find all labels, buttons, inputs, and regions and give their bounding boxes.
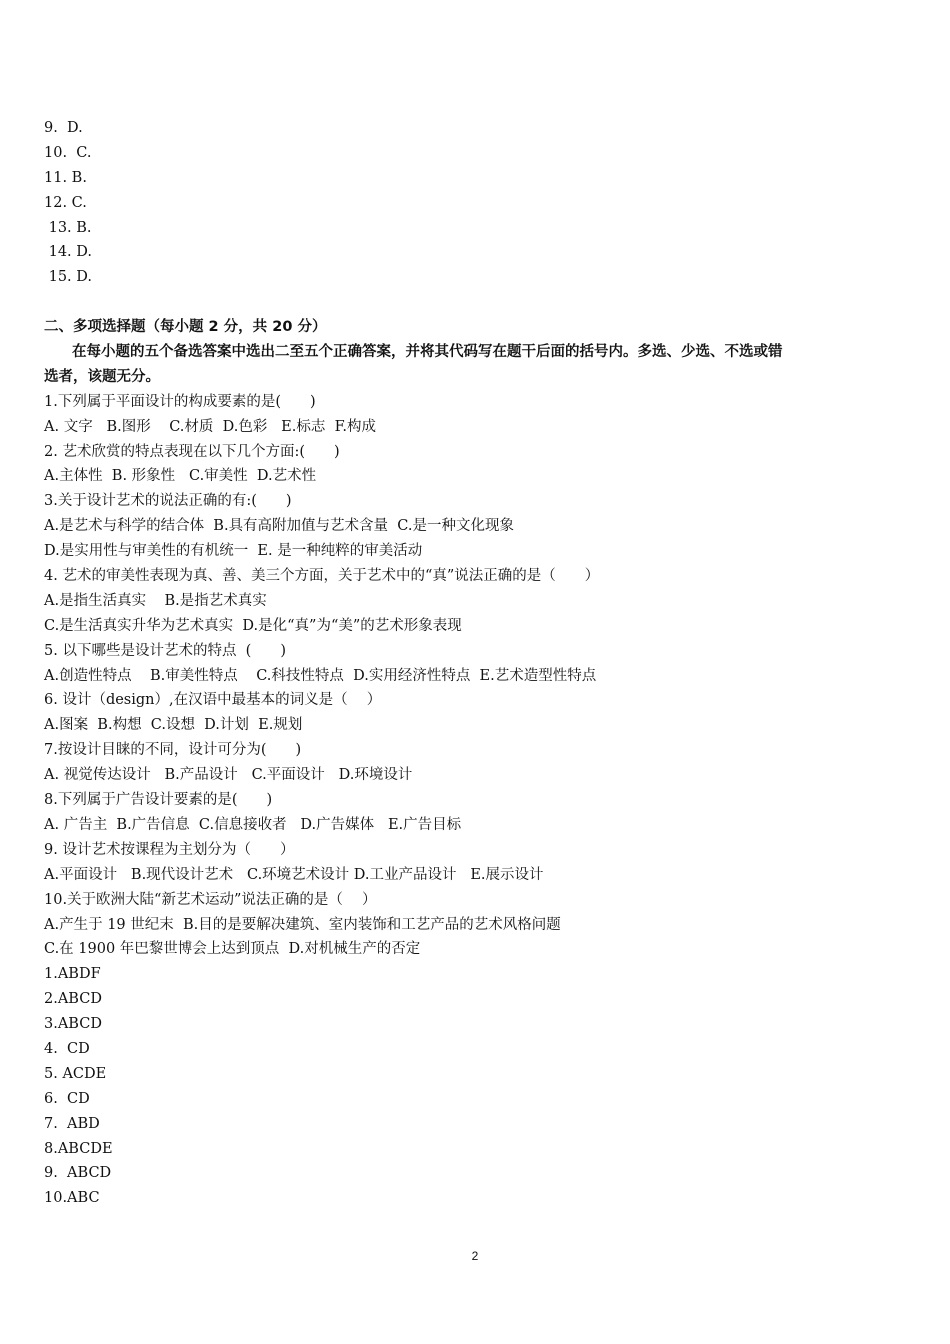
- answer-line: 5. ACDE: [44, 1065, 107, 1082]
- answer-line: 9. D.: [44, 120, 83, 136]
- question-line: 6. 设计（design）,在汉语中最基本的词义是（ ）: [44, 692, 382, 709]
- question-line: A. 视觉传达设计 B.产品设计 C.平面设计 D.环境设计: [44, 767, 413, 784]
- section-title: 二、多项选择题（每小题 2 分，共 20 分）: [44, 319, 327, 336]
- question-line: 10.关于欧洲大陆“新艺术运动”说法正确的是（ ）: [44, 891, 377, 908]
- question-line: A.产生于 19 世纪末 B.目的是要解决建筑、室内装饰和工艺产品的艺术风格问题: [44, 916, 561, 933]
- question-line: 8.下列属于广告设计要素的是( ): [44, 792, 273, 809]
- question-line: C.是生活真实升华为艺术真实 D.是化“真”为“美”的艺术形象表现: [44, 617, 462, 634]
- question-line: A.创造性特点 B.审美性特点 C.科技性特点 D.实用经济性特点 E.艺术造型性特点: [44, 667, 597, 684]
- section-instruction: 在每小题的五个备选答案中选出二至五个正确答案，并将其代码写在题干后面的括号内。多选、少选、不选或错: [72, 344, 783, 361]
- question-line: 1.下列属于平面设计的构成要素的是( ): [44, 393, 316, 410]
- question-line: 9. 设计艺术按课程为主划分为（ ）: [44, 841, 295, 858]
- answer-line: 13. B.: [44, 219, 92, 236]
- question-list: [0, 390, 950, 962]
- question-line: 2. 艺术欣赏的特点表现在以下几个方面:( ): [44, 443, 340, 460]
- spacer: [0, 290, 950, 315]
- section-instruction: 选者，该题无分。: [44, 368, 160, 385]
- answer-line: 8.ABCDE: [44, 1140, 113, 1157]
- question-line: A.主体性 B. 形象性 C.审美性 D.艺术性: [44, 468, 317, 485]
- answer-line: 3.ABCD: [44, 1016, 102, 1033]
- page-content: [0, 116, 950, 1211]
- multi-answer-list: [0, 962, 950, 1211]
- answer-line: 7. ABD: [44, 1115, 100, 1132]
- question-line: C.在 1900 年巴黎世博会上达到顶点 D.对机械生产的否定: [44, 941, 421, 958]
- question-line: A. 广告主 B.广告信息 C.信息接收者 D.广告媒体 E.广告目标: [44, 816, 462, 833]
- answer-line: 9. ABCD: [44, 1165, 112, 1182]
- answer-line: 10.ABC: [44, 1190, 100, 1207]
- answer-line: 15. D.: [44, 269, 92, 286]
- question-line: D.是实用性与审美性的有机统一 E. 是一种纯粹的审美活动: [44, 543, 423, 560]
- single-answer-list: [0, 116, 950, 290]
- answer-line: 6. CD: [44, 1090, 90, 1107]
- answer-line: 12. C.: [44, 194, 87, 211]
- question-line: 7.按设计目睐的不同，设计可分为( ): [44, 742, 302, 759]
- answer-line: 14. D.: [44, 244, 92, 261]
- question-line: A.图案 B.构想 C.设想 D.计划 E.规划: [44, 717, 303, 734]
- answer-line: 1.ABDF: [44, 966, 101, 983]
- question-line: A.是艺术与科学的结合体 B.具有高附加值与艺术含量 C.是一种文化现象: [44, 518, 514, 535]
- answer-line: 2.ABCD: [44, 991, 102, 1008]
- question-line: 5. 以下哪些是设计艺术的特点 ( ): [44, 642, 286, 659]
- question-line: A.平面设计 B.现代设计艺术 C.环境艺术设计 D.工业产品设计 E.展示设计: [44, 866, 544, 883]
- question-line: A.是指生活真实 B.是指艺术真实: [44, 592, 267, 609]
- question-line: A. 文字 B.图形 C.材质 D.色彩 E.标志 F.构成: [44, 418, 376, 435]
- question-line: 4. 艺术的审美性表现为真、善、美三个方面，关于艺术中的“真”说法正确的是（ ）: [44, 568, 600, 585]
- question-line: 3.关于设计艺术的说法正确的有:( ): [44, 493, 292, 510]
- answer-line: 10. C.: [44, 144, 92, 161]
- answer-line: 4. CD: [44, 1040, 90, 1057]
- page-number: 2: [471, 1249, 479, 1263]
- answer-line: 11. B.: [44, 169, 87, 186]
